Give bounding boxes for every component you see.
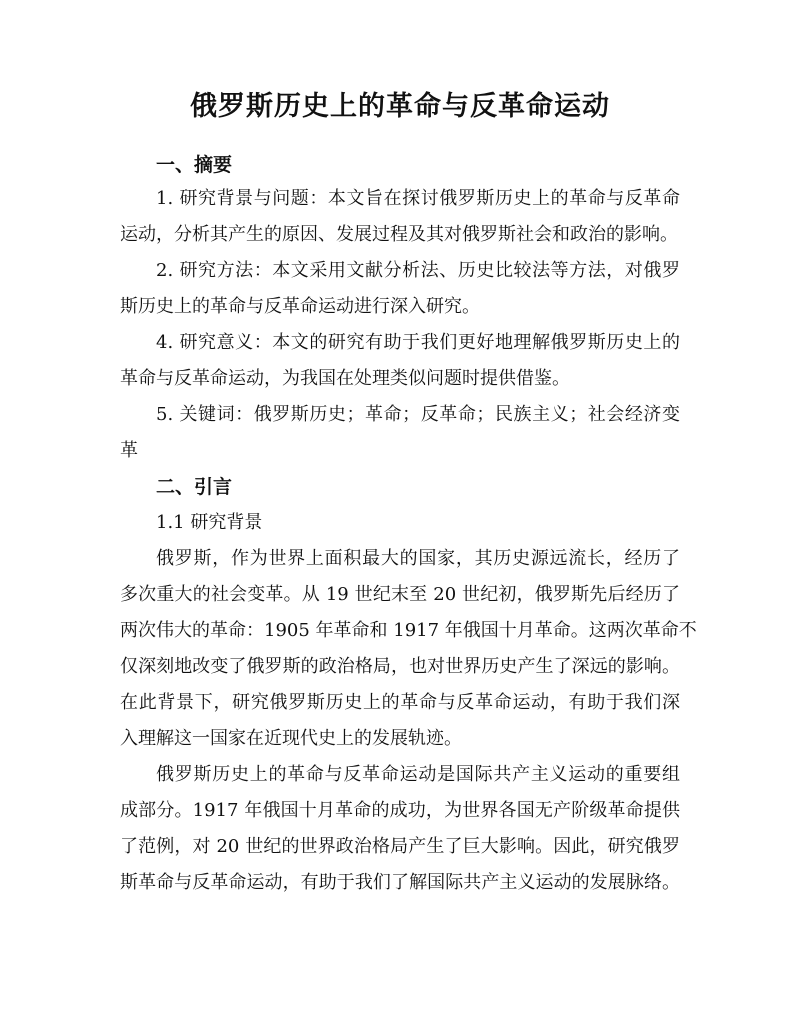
page-title: 俄罗斯历史上的革命与反革命运动 — [190, 91, 610, 122]
paragraph-1-line-4: 仅深刻地改变了俄罗斯的政治格局，也对世界历史产生了深远的影响。 — [120, 656, 680, 677]
section-heading-abstract: 一、摘要 — [156, 154, 233, 176]
paragraph-1-line-5: 在此背景下，研究俄罗斯历史上的革命与反革命运动，有助于我们深 — [120, 692, 680, 713]
paragraph-1-line-3: 两次伟大的革命：1905 年革命和 1917 年俄国十月革命。这两次革命不 — [120, 620, 697, 641]
paragraph-2-line-4: 斯革命与反革命运动，有助于我们了解国际共产主义运动的发展脉络。 — [120, 872, 680, 893]
paragraph-2-line-3: 了范例，对 20 世纪的世界政治格局产生了巨大影响。因此，研究俄罗 — [120, 836, 680, 857]
abstract-item-2-line-2: 斯历史上的革命与反革命运动进行深入研究。 — [120, 296, 480, 317]
paragraph-1-line-6: 入理解这一国家在近现代史上的发展轨迹。 — [120, 728, 462, 749]
paragraph-1-line-2: 多次重大的社会变革。从 19 世纪末至 20 世纪初，俄罗斯先后经历了 — [120, 584, 680, 605]
abstract-item-1-line-2: 运动，分析其产生的原因、发展过程及其对俄罗斯社会和政治的影响。 — [120, 224, 678, 245]
paragraph-2-line-2: 成部分。1917 年俄国十月革命的成功，为世界各国无产阶级革命提供 — [120, 800, 680, 821]
abstract-item-1-line-1: 1. 研究背景与问题：本文旨在探讨俄罗斯历史上的革命与反革命 — [156, 188, 680, 209]
paragraph-1-line-1: 俄罗斯，作为世界上面积最大的国家，其历史源远流长，经历了 — [156, 548, 680, 569]
subsection-heading-background: 1.1 研究背景 — [156, 512, 263, 533]
abstract-item-5-line-2: 革 — [120, 440, 138, 461]
paragraph-2-line-1: 俄罗斯历史上的革命与反革命运动是国际共产主义运动的重要组 — [156, 764, 680, 785]
section-heading-introduction: 二、引言 — [156, 476, 233, 498]
abstract-item-2-line-1: 2. 研究方法：本文采用文献分析法、历史比较法等方法，对俄罗 — [156, 260, 680, 281]
abstract-item-4-line-2: 革命与反革命运动，为我国在处理类似问题时提供借鉴。 — [120, 368, 570, 389]
abstract-item-5-line-1: 5. 关键词：俄罗斯历史；革命；反革命；民族主义；社会经济变 — [156, 404, 680, 425]
abstract-item-4-line-1: 4. 研究意义：本文的研究有助于我们更好地理解俄罗斯历史上的 — [156, 332, 680, 353]
